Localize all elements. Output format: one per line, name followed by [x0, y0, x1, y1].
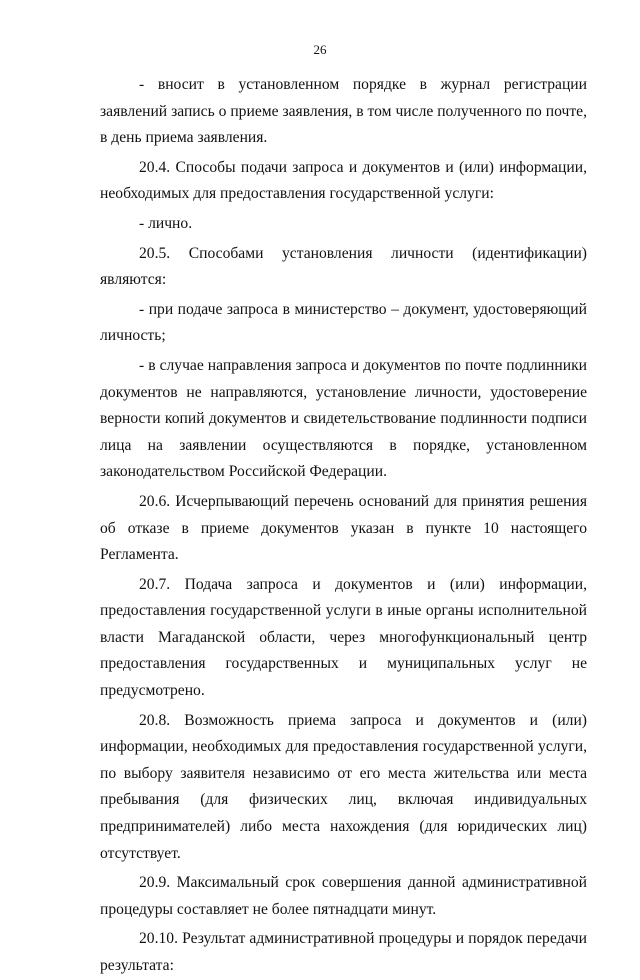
paragraph-20-6: 20.6. Исчерпывающий перечень оснований для принятия решения об отказе в приеме документов указан в пункте 10 настоящего Регламента.	[100, 492, 587, 564]
document-body	[100, 72, 587, 980]
paragraph-20-8: 20.8. Возможность приема запроса и документов и (или) информации, необходимых для предоставления государственной услуги, по выбору заявителя независимо от его места жительства или места пребывания (для физических лиц, включая индивидуальных предпринимателей) либо места нахождения (для юридических лиц) отсутствует.	[100, 711, 587, 862]
paragraph-identity-document: - при подаче запроса в министерство – документ, удостоверяющий личность;	[100, 300, 587, 345]
page-number: 26	[313, 42, 327, 57]
paragraph-postal-submission: - в случае направления запроса и документов по почте подлинники документов не направляются, установление личности, удостоверение верности копий документов и свидетельствование подлинности подписи лица на заявлении осуществляются в порядке, установленном законодательством Российской Федерации.	[100, 356, 587, 481]
paragraph-20-7: 20.7. Подача запроса и документов и (или) информации, предоставления государственной услуги в иные органы исполнительной власти Магаданской области, через многофункциональный центр предоставления государственных и муниципальных услуг не предусмотрено.	[100, 575, 587, 700]
paragraph-20-10: 20.10. Результат административной процедуры и порядок передачи результата:	[100, 930, 587, 974]
paragraph-in-person: - лично.	[139, 214, 193, 232]
paragraph-submission-log: - вносит в установленном порядке в журнал регистрации заявлений запись о приеме заявления, в том числе полученного по почте, в день приема заявления.	[100, 76, 587, 147]
paragraph-20-9: 20.9. Максимальный срок совершения данной административной процедуры составляет не более пятнадцати минут.	[100, 874, 587, 918]
paragraph-20-5: 20.5. Способами установления личности (идентификации) являются:	[100, 244, 587, 289]
paragraph-20-4: 20.4. Способы подачи запроса и документов и (или) информации, необходимых для предоставления государственной услуги:	[100, 158, 587, 203]
